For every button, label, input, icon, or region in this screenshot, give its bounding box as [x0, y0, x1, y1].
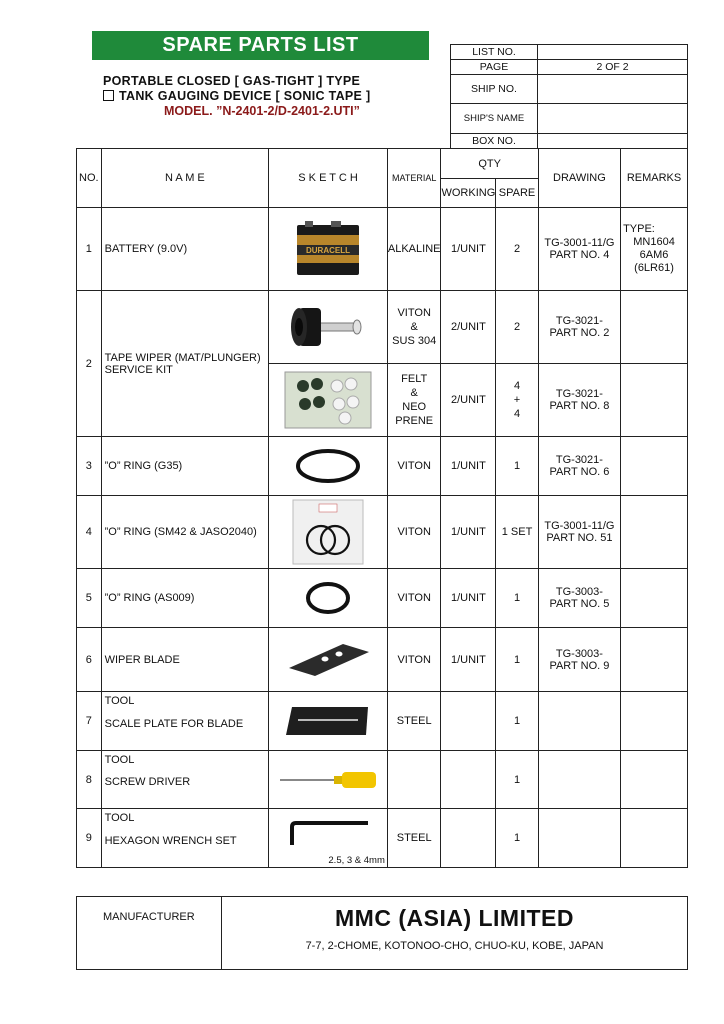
tool-label: TOOL [104, 812, 135, 824]
item-remarks [621, 496, 688, 569]
item-remarks [621, 364, 688, 437]
item-name [101, 692, 269, 751]
item-drawing [538, 437, 620, 496]
item-spare [496, 364, 539, 437]
ship-no-label: SHIP NO. [451, 75, 538, 104]
item-spare: 1 [496, 628, 539, 692]
drawing-line: PART NO. 9 [549, 659, 610, 672]
item-drawing [538, 809, 620, 868]
table-row [77, 437, 688, 496]
model-number: MODEL. ”N-2401-2/D-2401-2.UTI” [164, 104, 360, 118]
item-material [387, 291, 441, 364]
item-remarks [621, 569, 688, 628]
device-name-text: TANK GAUGING DEVICE [ SONIC TAPE ] [119, 89, 371, 103]
o-ring-set-sketch [269, 496, 388, 569]
remark-line: 6AM6 [639, 249, 669, 261]
wiper-blade-sketch [269, 628, 388, 692]
tool-label: TOOL [104, 695, 135, 707]
item-remarks [621, 291, 688, 364]
remark-line: (6LR61) [634, 262, 674, 274]
item-spare: 1 [496, 809, 539, 868]
item-working: 2/UNIT [441, 291, 496, 364]
drawing-line: PART NO. 51 [546, 532, 613, 544]
checkbox-icon [103, 90, 114, 101]
screw-driver-sketch [269, 751, 388, 809]
tool-label: TOOL [104, 754, 135, 766]
material-line: SUS 304 [392, 335, 437, 347]
table-row [77, 208, 688, 291]
drawing-line: PART NO. 2 [549, 327, 610, 339]
col-working: WORKING [441, 179, 496, 208]
spare-line: + [513, 394, 521, 406]
item-name: ”O” RING (AS009) [101, 569, 269, 628]
item-remarks [621, 208, 688, 291]
col-material: MATERIAL [387, 149, 441, 208]
item-working: 1/UNIT [441, 496, 496, 569]
item-spare: 2 [496, 208, 539, 291]
box-no-label: BOX NO. [451, 134, 538, 149]
item-drawing [538, 569, 620, 628]
item-remarks [621, 809, 688, 868]
battery-brand: DURACELL [306, 246, 351, 255]
hex-wrench-sketch [269, 809, 388, 868]
battery-sketch [269, 208, 388, 291]
item-remarks [621, 751, 688, 809]
item-remarks [621, 437, 688, 496]
document-title: SPARE PARTS LIST [92, 31, 429, 60]
col-spare: SPARE [496, 179, 539, 208]
item-working [441, 751, 496, 809]
name-line: SCREW DRIVER [104, 776, 191, 788]
item-working: 1/UNIT [441, 569, 496, 628]
device-name-line [103, 89, 370, 103]
drawing-line: PART NO. 8 [549, 400, 610, 412]
item-spare: 1 SET [496, 496, 539, 569]
item-name: WIPER BLADE [101, 628, 269, 692]
item-drawing [538, 291, 620, 364]
item-no: 6 [77, 628, 102, 692]
item-no: 4 [77, 496, 102, 569]
parts-table [76, 148, 688, 868]
manufacturer-label: MANUFACTURER [77, 897, 222, 970]
ships-name-value [538, 104, 688, 134]
item-spare: 1 [496, 569, 539, 628]
table-row [77, 628, 688, 692]
item-material: VITON [387, 437, 441, 496]
material-line: PRENE [395, 415, 434, 427]
col-qty: QTY [441, 149, 538, 179]
item-material: ALKALINE [387, 208, 441, 291]
col-sketch: S K E T C H [269, 149, 388, 208]
drawing-line: TG-3021- [555, 388, 603, 400]
item-name: BATTERY (9.0V) [101, 208, 269, 291]
manufacturer-name: MMC (ASIA) LIMITED [335, 905, 574, 931]
list-no-label: LIST NO. [451, 45, 538, 60]
item-working [441, 692, 496, 751]
col-remarks: REMARKS [621, 149, 688, 208]
manufacturer-address: 7-7, 2-CHOME, KOTONOO-CHO, CHUO-KU, KOBE, JAPAN [305, 940, 604, 952]
drawing-line: TG-3003- [555, 586, 603, 598]
item-name [101, 809, 269, 868]
remark-line: MN1604 [633, 236, 675, 248]
drawing-line: PART NO. 6 [549, 466, 610, 478]
col-no: NO. [77, 149, 102, 208]
item-drawing [538, 364, 620, 437]
item-no: 2 [77, 291, 102, 437]
item-remarks [621, 628, 688, 692]
small-o-ring-sketch [269, 569, 388, 628]
drawing-line: PART NO. 4 [549, 249, 610, 261]
item-drawing [538, 628, 620, 692]
item-name [101, 291, 269, 437]
col-name: N A M E [101, 149, 269, 208]
item-spare: 1 [496, 692, 539, 751]
name-line: HEXAGON WRENCH SET [104, 835, 237, 847]
item-remarks [621, 692, 688, 751]
item-working: 1/UNIT [441, 208, 496, 291]
info-table [450, 44, 688, 149]
item-material: VITON [387, 569, 441, 628]
item-working: 1/UNIT [441, 437, 496, 496]
name-line: TAPE WIPER (MAT/PLUNGER) [104, 351, 261, 364]
name-line: SCALE PLATE FOR BLADE [104, 718, 244, 730]
felt-kit-sketch [269, 364, 388, 437]
o-ring-sketch [269, 437, 388, 496]
table-row [77, 496, 688, 569]
ships-name-label: SHIP'S NAME [451, 104, 538, 134]
item-no: 9 [77, 809, 102, 868]
item-no: 7 [77, 692, 102, 751]
plunger-sketch [269, 291, 388, 364]
drawing-line: TG-3021- [555, 315, 603, 327]
list-no-value [538, 45, 688, 60]
item-name [101, 751, 269, 809]
table-row [77, 692, 688, 751]
item-no: 5 [77, 569, 102, 628]
material-line: & [410, 321, 418, 333]
spare-line: 4 [513, 408, 521, 420]
item-working [441, 809, 496, 868]
drawing-line: TG-3001-11/G [544, 237, 615, 249]
item-no: 3 [77, 437, 102, 496]
drawing-line: TG-3021- [555, 454, 603, 466]
manufacturer-table [76, 896, 688, 970]
material-line: FELT [401, 373, 428, 385]
wrench-sizes: 2.5, 3 & 4mm [328, 855, 385, 866]
item-material: VITON [387, 628, 441, 692]
item-working: 1/UNIT [441, 628, 496, 692]
table-row [77, 751, 688, 809]
page-value: 2 OF 2 [538, 60, 688, 75]
table-row [77, 809, 688, 868]
device-type-line: PORTABLE CLOSED [ GAS-TIGHT ] TYPE [103, 74, 361, 88]
table-row [77, 569, 688, 628]
scale-plate-sketch [269, 692, 388, 751]
item-material [387, 751, 441, 809]
box-no-value [538, 134, 688, 149]
material-line: VITON [397, 307, 431, 319]
item-material [387, 364, 441, 437]
item-name: ”O” RING (SM42 & JASO2040) [101, 496, 269, 569]
drawing-line: PART NO. 5 [549, 598, 610, 610]
manufacturer-info [222, 897, 688, 970]
item-material: STEEL [387, 692, 441, 751]
drawing-line: TG-3001-11/G [544, 520, 615, 532]
item-spare: 2 [496, 291, 539, 364]
item-drawing [538, 208, 620, 291]
remark-line: TYPE: [623, 223, 655, 235]
col-drawing: DRAWING [538, 149, 620, 208]
item-no: 8 [77, 751, 102, 809]
item-material: STEEL [387, 809, 441, 868]
item-material: VITON [387, 496, 441, 569]
item-drawing [538, 751, 620, 809]
drawing-line: TG-3003- [555, 647, 603, 660]
material-line: NEO [402, 401, 427, 413]
table-row [77, 291, 688, 364]
item-no: 1 [77, 208, 102, 291]
item-drawing [538, 692, 620, 751]
item-name: ”O” RING (G35) [101, 437, 269, 496]
name-line: SERVICE KIT [104, 363, 173, 376]
material-line: & [410, 387, 418, 399]
ship-no-value [538, 75, 688, 104]
spare-line: 4 [513, 380, 521, 392]
item-working: 2/UNIT [441, 364, 496, 437]
item-spare: 1 [496, 751, 539, 809]
item-drawing [538, 496, 620, 569]
item-spare: 1 [496, 437, 539, 496]
page-label: PAGE [451, 60, 538, 75]
